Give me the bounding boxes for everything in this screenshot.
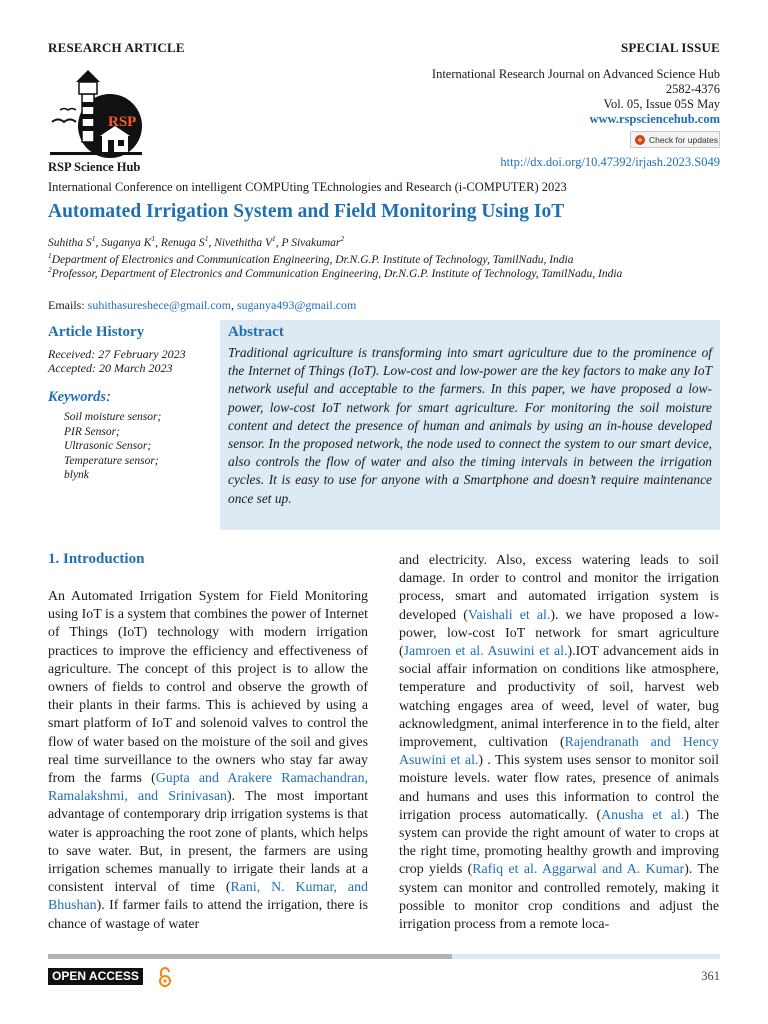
footer-rule xyxy=(48,954,452,959)
citation-link[interactable]: Rani, N. Kumar, and Bhushan xyxy=(48,880,368,914)
accepted-date: Accepted: 20 March 2023 xyxy=(48,361,173,375)
article-history-heading: Article History xyxy=(48,324,145,340)
paper-title: Automated Irrigation System and Field Monitoring Using IoT xyxy=(48,201,565,222)
abstract-text: Traditional agriculture is transforming into smart agriculture due to the prominence of the Internet of Things (IoT). Low-cost and low-power are the key factors to make any IoT network useful and acceptable to the farmers. In this paper, we have proposed a low-power, low-cost IoT network for smart agriculture. For monitoring the soil moisture content and detect the presence of human and animals by using an in-house developed sensor. In the proposed network, the node used to connect the system to our smart device, also controls the flow of water and also the timing intervals in between the irrigation cycles. It is easy to use for anyone with a Smartphone and doesn’t require maintenance once set up. xyxy=(228,345,712,506)
citation-link[interactable]: Jamroen et al. Asuwini et al. xyxy=(403,644,568,660)
issue-type-label: SPECIAL ISSUE xyxy=(620,40,720,55)
citation-link[interactable]: Vaishali et al. xyxy=(467,607,551,623)
crossmark-icon xyxy=(635,135,645,145)
journal-issn: 2582-4376 xyxy=(665,82,720,96)
citation-link[interactable]: Anusha et al. xyxy=(601,807,685,823)
email-link[interactable]: suganya493@gmail.com xyxy=(237,298,357,312)
intro-text: An Automated Irrigation System for Field Monitoring using IoT is a system that combines the power of Internet of Things (IoT) technology with modern irrigation practices to improve the efficiency and effectiveness of agriculture. The concept of this project is to allow the owners of fields to control and observe the growth of their plants in their farms. This is achieved by using a smart platform of IoT and solenoid valves to control the flow of water based on the moisture of the soil and gives real time surveillance to the owners who stay far away from the farms ( xyxy=(48,589,368,787)
doi-link[interactable]: http://dx.doi.org/10.47392/irjash.2023.S049 xyxy=(500,155,720,169)
keyword-item: blynk xyxy=(64,469,89,482)
check-updates-label: Check for updates xyxy=(649,134,718,145)
journal-volume: Vol. 05, Issue 05S May xyxy=(603,97,720,111)
journal-website-link[interactable]: www.rspsciencehub.com xyxy=(589,112,720,126)
author-sup: 2 xyxy=(340,234,345,243)
intro-text: and electricity. Also, excess watering leads to soil damage. In order to control and monitor the irrigation process, smart and automated irrigation system is developed ( xyxy=(399,553,719,623)
author-name: Nivethitha V xyxy=(214,236,272,249)
keyword-item: Ultrasonic Sensor; xyxy=(64,440,152,453)
open-access-badge: OPEN ACCESS xyxy=(48,968,143,985)
author-name: P Sivakumar xyxy=(281,236,341,249)
conference-line: International Conference on intelligent COMPUting TEchnologies and Research (i-COMPUTER) 2023 xyxy=(48,180,567,194)
logo-text: RSP xyxy=(108,114,137,130)
citation-link[interactable]: Rajendranath and Hency Asuwini et al. xyxy=(399,735,719,769)
emails-label: Emails: xyxy=(48,298,85,312)
intro-text: ) The system can provide the right amount of water to crops at the right time, promoting healthy growth and improving crop yields ( xyxy=(399,807,719,878)
citation-link[interactable]: Rafiq et al. Aggarwal and A. Kumar xyxy=(472,862,685,878)
keywords-heading: Keywords: xyxy=(48,389,111,405)
author-sup: 1 xyxy=(91,234,96,243)
email-link[interactable]: suhithasureshece@gmail.com xyxy=(87,298,232,312)
keywords-list xyxy=(64,410,161,483)
author-name: Suganya K xyxy=(101,236,152,249)
affiliation-1: $^1$Department of Electronics and Communication Engineering, Dr.N.G.P. Institute of Technology, TamilNadu, India xyxy=(48,251,574,266)
received-date: Received: 27 February 2023 xyxy=(48,347,186,361)
keyword-item: PIR Sensor; xyxy=(64,425,120,438)
intro-text: ). The system can monitor and controlled remotely, making it possible to monitor crop conditions and adjust the irrigation process from a remote loca- xyxy=(399,862,719,933)
author-sup: 1 xyxy=(204,234,209,243)
intro-left-column xyxy=(48,588,368,934)
page-number: 361 xyxy=(701,969,720,983)
keyword-item: Temperature sensor; xyxy=(64,454,159,467)
introduction-heading: 1. Introduction xyxy=(48,551,145,567)
emails-line: Emails: suhithasureshece@gmail.com, suganya493@gmail.com xyxy=(48,298,357,312)
intro-text: ). The most important advantage of contemporary drip irrigation systems is that water is approaching the root zone of plants, which helps to save water. But, in present, the farmers are using irrigation schemes manually to irrigate their lands at a consistent interval of time ( xyxy=(48,789,368,896)
intro-text: ) . This system uses sensor to monitor soil moisture levels. water flow rates, presence of animals and humans and uses this information to control the irrigation process automatically. ( xyxy=(399,753,720,823)
author-list: Suhitha $S^1$, Suganya $K^1$, Renuga $S^1$, Nivethitha $V^1$, P Sivakumar$^2$ xyxy=(48,234,345,249)
intro-right-column xyxy=(399,552,719,934)
intro-text: ). we have proposed a low- power, low-cost IoT network for smart agriculture ( xyxy=(399,607,719,660)
check-for-updates-button[interactable] xyxy=(630,131,720,148)
author-name: Suhitha S xyxy=(48,236,92,249)
rsp-lighthouse-logo xyxy=(46,64,146,160)
citation-link[interactable]: Gupta and Arakere Ramachandran, Ramalakshmi, and Srinivasan xyxy=(48,771,368,805)
footer-rule-accent xyxy=(452,954,720,959)
keyword-item: Soil moisture sensor; xyxy=(64,411,162,423)
journal-info xyxy=(432,67,720,127)
affiliation-2: $^2$Professor, Department of Electronics and Communication Engineering, Dr.N.G.P. Institute of Technology, TamilNadu, India xyxy=(48,265,623,280)
author-sup: 1 xyxy=(272,234,276,243)
publisher-name: RSP Science Hub xyxy=(48,160,141,174)
journal-name: International Research Journal on Advanced Science Hub xyxy=(431,67,720,81)
author-sup: 1 xyxy=(151,234,156,243)
intro-text: ). If farmer fails to attend the irrigation, there is chance of wastage of water xyxy=(48,898,368,932)
intro-text: ).IOT advancement aids in social affair information on conditions like atmosphere, temperature and productivity of soil, harvest web watching engages area of weed, level of water, bug acknowledgment, animal interference in to the field, alter improvement, cultivation ( xyxy=(399,644,720,751)
article-type-label: RESEARCH ARTICLE xyxy=(48,40,185,55)
open-access-lock-icon xyxy=(158,967,172,987)
abstract-heading: Abstract xyxy=(228,324,284,340)
author-name: Renuga S xyxy=(160,236,205,249)
